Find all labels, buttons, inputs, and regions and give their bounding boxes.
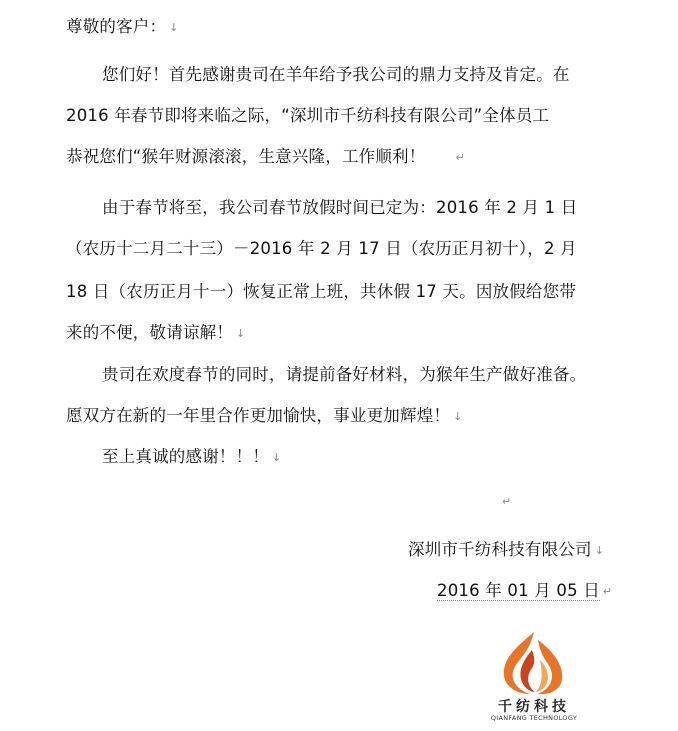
paragraph-1-text: 恭祝您们“猴年财源滚滚，生意兴隆，工作顺利！ — [66, 147, 426, 166]
paragraph-3-line-1 — [102, 364, 586, 386]
paragraph-2-line-1 — [102, 197, 578, 219]
paragraph-1-line-2 — [66, 105, 549, 127]
paragraph-2-text: 由于春节将至，我公司春节放假时间已定为：2016 年 2 月 1 日 — [102, 198, 578, 217]
date-line — [437, 580, 612, 603]
paragraph-mark-icon: ↓ — [236, 327, 246, 340]
greeting-line — [66, 16, 179, 39]
paragraph-2-line-2 — [66, 238, 577, 260]
paragraph-mark-icon: ↓ — [453, 410, 463, 423]
paragraph-2-text: 来的不便，敬请谅解！ — [66, 323, 233, 342]
signature-line — [408, 539, 604, 562]
paragraph-mark-icon: ↓ — [169, 21, 179, 34]
paragraph-1-text: 您们好！首先感谢贵司在羊年给予我公司的鼎力支持及肯定。在 — [102, 65, 570, 84]
paragraph-1-line-1 — [102, 64, 570, 86]
paragraph-1-text: 2016 年春节即将来临之际，“深圳市千纺科技有限公司”全体员工 — [66, 106, 550, 125]
paragraph-3-line-2 — [66, 405, 463, 428]
paragraph-2-line-4 — [66, 322, 245, 345]
signature-company: 深圳市千纺科技有限公司 — [408, 540, 592, 559]
paragraph-3-text: 贵司在欢度春节的同时，请提前备好材料，为猴年生产做好准备。 — [102, 365, 587, 384]
paragraph-mark-icon: ↓ — [594, 544, 605, 557]
logo-name: 千纺科技 — [498, 699, 570, 715]
flame-icon — [478, 630, 590, 696]
paragraph-2-text: （农历十二月二十三）－2016 年 2 月 17 日（农历正月初十），2 月 — [66, 239, 577, 258]
paragraph-2-line-3 — [66, 281, 576, 303]
logo-subtitle: QIANFANG TECHNOLOGY — [490, 714, 578, 722]
greeting-text: 尊敬的客户： — [66, 17, 167, 36]
company-logo — [478, 630, 590, 726]
empty-paragraph-line — [502, 490, 511, 513]
paragraph-2-text: 18 日（农历正月十一）恢复正常上班，共休假 17 天。因放假给您带 — [66, 282, 577, 301]
paragraph-mark-icon: ↓ — [272, 451, 282, 464]
paragraph-end-mark-icon: ↵ — [502, 495, 512, 508]
paragraph-end-mark-icon: ↵ — [602, 585, 613, 598]
thanks-text: 至上真诚的感谢！！！ — [102, 447, 269, 466]
paragraph-end-mark-icon: ↵ — [455, 151, 465, 164]
paragraph-4-line — [102, 446, 281, 469]
paragraph-3-text: 愿双方在新的一年里合作更加愉快，事业更加辉煌！ — [66, 406, 451, 425]
signature-date: 2016 年 01 月 05 日 — [437, 581, 600, 600]
paragraph-1-line-3 — [66, 146, 465, 169]
